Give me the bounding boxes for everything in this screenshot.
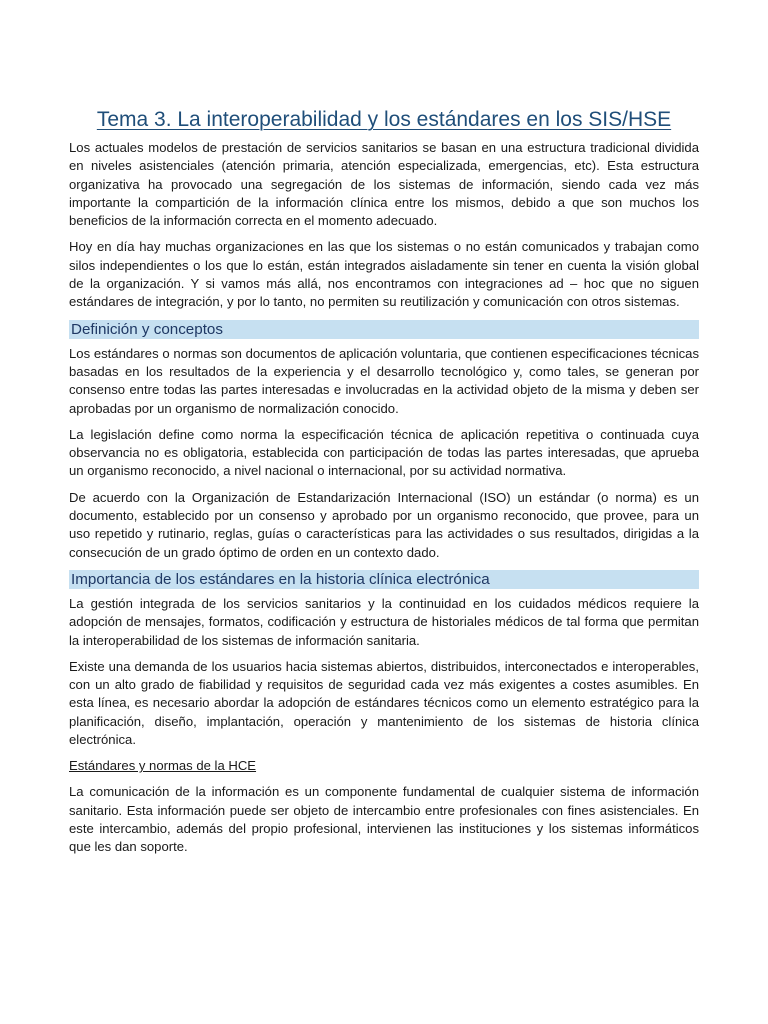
section-paragraph: La comunicación de la información es un componente fundamental de cualquier sistema de información sanitario. Esta información puede ser objeto de intercambio entre profesionales con fines asistenciales. En este intercambio, además del propio profesional, intervienen las instituciones y los sistemas informáticos que les dan soporte. <box>69 784 699 855</box>
document-page <box>69 106 699 865</box>
section-paragraph: La legislación define como norma la especificación técnica de aplicación repetitiva o continuada cuya observancia no es obligatoria, establecida con participación de todas las partes interesadas, que aprueba un organismo reconocido, a nivel nacional o internacional, por su actividad normativa. <box>69 426 699 479</box>
intro-paragraph: Hoy en día hay muchas organizaciones en las que los sistemas o no están comunicados y trabajan como silos independientes o los que lo están, están integrados aisladamente sin tener en cuenta la visión global de la organización. Y si vamos más allá, nos encontramos con integraciones ad – hoc que no siguen estándares de integración, y por lo tanto, no permiten su reutilización y comunicación con otros sistemas. <box>69 239 699 310</box>
subheading-estandares-hce: Estándares y normas de la HCE <box>69 758 257 774</box>
section-paragraph: Los estándares o normas son documentos de aplicación voluntaria, que contienen especificaciones técnicas basadas en los resultados de la experiencia y el desarrollo tecnológico y, como tales, se generan por consenso entre todas las partes interesadas e involucradas en la actividad objeto de la misma y deben ser aprobadas por un organismo de normalización conocido. <box>69 345 699 416</box>
section-paragraph: Existe una demanda de los usuarios hacia sistemas abiertos, distribuidos, interconectados e interoperables, con un alto grado de fiabilidad y requisitos de seguridad cada vez más exigentes a costes asumibles. En esta línea, es necesario abordar la adopción de estándares técnicos como un elemento estratégico para la planificación, diseño, implantación, operación y mantenimiento de los sistemas de historia clínica electrónica. <box>69 658 699 748</box>
section-heading-importancia: Importancia de los estándares en la historia clínica electrónica <box>69 570 699 589</box>
section-heading-definicion: Definición y conceptos <box>69 320 699 339</box>
section-paragraph: De acuerdo con la Organización de Estandarización Internacional (ISO) un estándar (o norma) es un documento, establecido por un consenso y aprobado por un organismo reconocido, que provee, para un uso repetido y rutinario, reglas, guías o características para las actividades o sus resultados, dirigidas a la consecución de un grado óptimo de orden en un contexto dado. <box>69 489 699 560</box>
document-title: Tema 3. La interoperabilidad y los estándares en los SIS/HSE <box>96 108 672 131</box>
intro-paragraph: Los actuales modelos de prestación de servicios sanitarios se basan en una estructura tradicional dividida en niveles asistenciales (atención primaria, atención especializada, emergencias, etc). Esta estructura organizativa ha provocado una segregación de los sistemas de información, siendo cada vez más importante la compartición de la información clínica entre los mismos, debido a que son muchos los beneficios de la información correcta en el momento adecuado. <box>69 140 699 229</box>
section-paragraph: La gestión integrada de los servicios sanitarios y la continuidad en los cuidados médicos requiere la adopción de mensajes, formatos, codificación y estructura de historiales médicos de tal forma que permitan la interoperabilidad de los sistemas de información sanitaria. <box>69 595 699 648</box>
